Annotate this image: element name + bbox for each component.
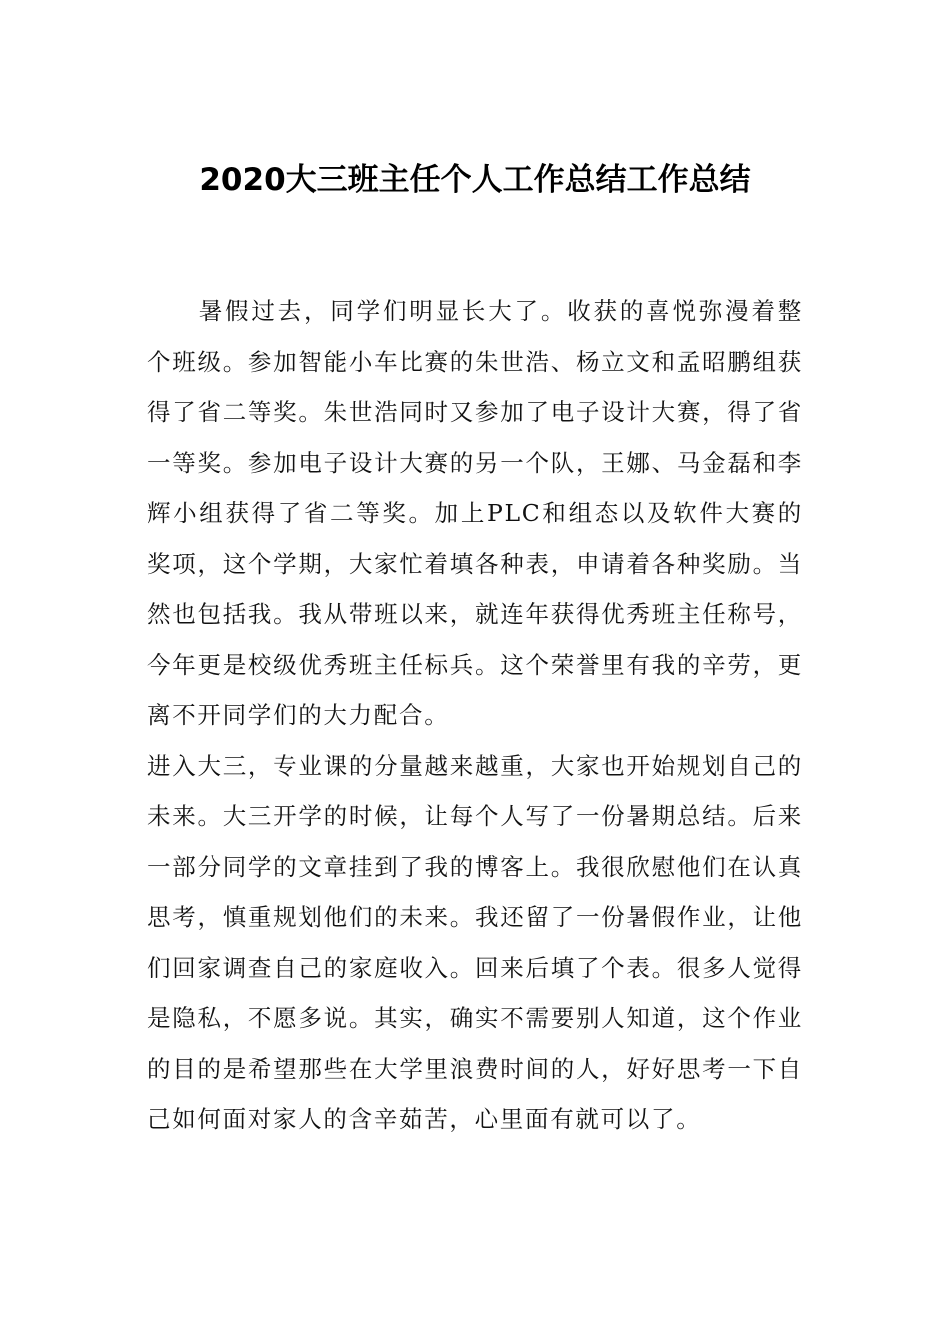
paragraph-1: 暑假过去，同学们明显长大了。收获的喜悦弥漫着整个班级。参加智能小车比赛的朱世浩、杨立文和孟昭鹏组获得了省二等奖。朱世浩同时又参加了电子设计大赛，得了省一等奖。参加电子设计大赛的另一个队，王娜、马金磊和李辉小组获得了省二等奖。加上PLC和组态以及软件大赛的奖项，这个学期，大家忙着填各种表，申请着各种奖励。当然也包括我。我从带班以来，就连年获得优秀班主任称号，今年更是校级优秀班主任标兵。这个荣誉里有我的辛劳，更离不开同学们的大力配合。 <box>147 297 803 729</box>
document-title: 2020大三班主任个人工作总结工作总结 <box>199 162 751 198</box>
paragraph-2: 进入大三，专业课的分量越来越重，大家也开始规划自己的未来。大三开学的时候，让每个人写了一份暑期总结。后来一部分同学的文章挂到了我的博客上。我很欣慰他们在认真思考，慎重规划他们的未来。我还留了一份暑假作业，让他们回家调查自己的家庭收入。回来后填了个表。很多人觉得是隐私，不愿多说。其实，确实不需要别人知道，这个作业的目的是希望那些在大学里浪费时间的人，好好思考一下自己如何面对家人的含辛茹苦，心里面有就可以了。 <box>147 751 803 1133</box>
document-body <box>147 286 803 1145</box>
